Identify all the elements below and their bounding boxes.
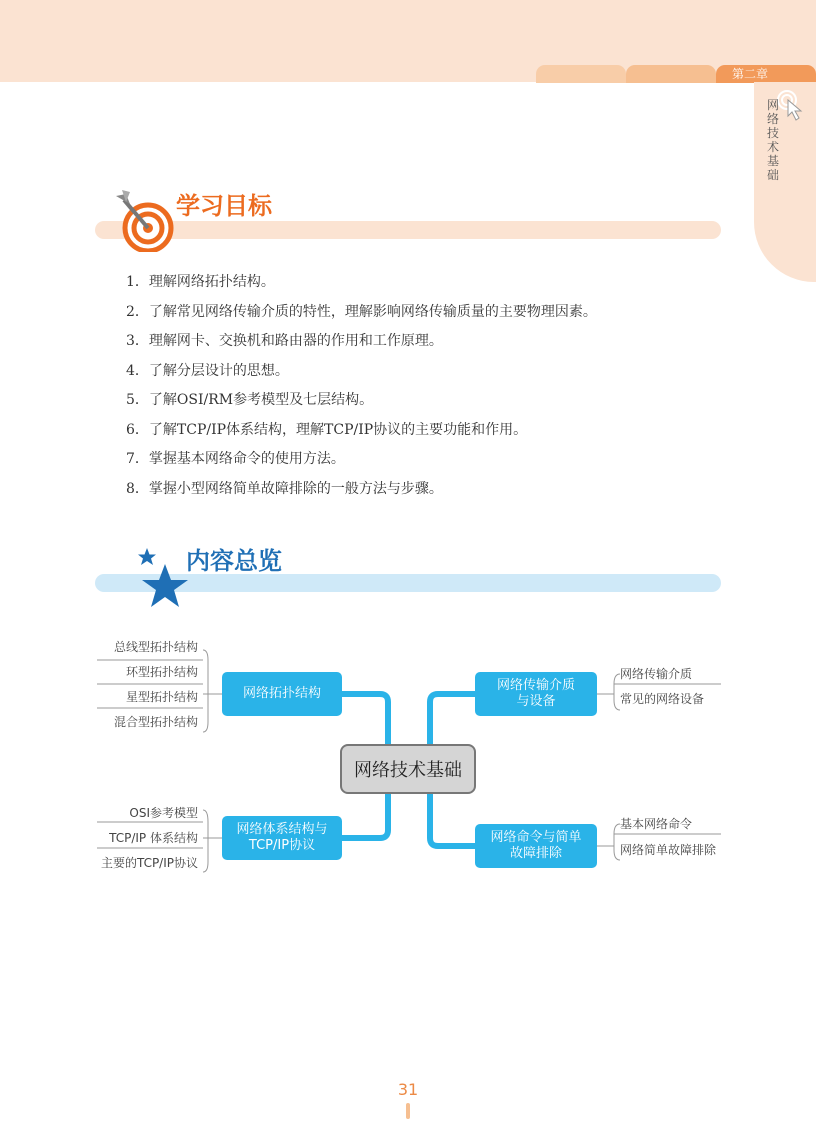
branch-media-devices [475, 672, 597, 716]
branch-label-line: TCP/IP协议 [248, 838, 316, 853]
leaf-item: 基本网络命令 [620, 817, 693, 831]
branch-label-line: 网络命令与简单 [490, 830, 582, 845]
branch-label-line: 与设备 [516, 694, 556, 709]
branch-label-line: 网络传输介质 [496, 678, 575, 693]
list-item: 2．了解常见网络传输介质的特性，理解影响网络传输质量的主要物理因素。 [126, 303, 597, 320]
mindmap-center-node: 网络技术基础 [340, 744, 476, 794]
page-number-decor [406, 1103, 410, 1119]
leaf-item: 网络传输介质 [620, 667, 693, 681]
leaf-item: 混合型拓扑结构 [113, 715, 198, 729]
list-item: 4．了解分层设计的思想。 [126, 362, 289, 379]
list-item: 1．理解网络拓扑结构。 [126, 274, 275, 290]
objectives-title: 学习目标 [176, 192, 272, 220]
leaf-item: 常见的网络设备 [620, 692, 705, 706]
leaf-item: 环型拓扑结构 [125, 665, 198, 679]
leaf-item: 主要的TCP/IP协议 [100, 856, 198, 870]
chapter-tab: 第二章 [716, 65, 816, 83]
branch-architecture [222, 816, 342, 860]
list-item: 7．掌握基本网络命令的使用方法。 [126, 451, 345, 467]
leaf-item: 网络简单故障排除 [620, 843, 717, 857]
leaf-item: TCP/IP 体系结构 [109, 831, 198, 845]
leaf-item: 星型拓扑结构 [125, 690, 198, 704]
branch-label-line: 网络体系结构与 [236, 822, 328, 837]
overview-title: 内容总览 [186, 547, 282, 575]
list-item: 8．掌握小型网络简单故障排除的一般方法与步骤。 [126, 480, 443, 497]
leaf-item: OSI参考模型 [129, 806, 198, 820]
branch-commands-troubleshooting [475, 824, 597, 868]
branch-label-line: 故障排除 [509, 846, 562, 861]
list-item: 5．了解OSI/RM参考模型及七层结构。 [126, 392, 374, 408]
side-chapter-title: 网络技术基础 [766, 98, 779, 182]
page-number: 31 [397, 1080, 419, 1099]
list-item: 6．了解TCP/IP体系结构，理解TCP/IP协议的主要功能和作用。 [126, 421, 528, 438]
leaf-item: 总线型拓扑结构 [113, 640, 198, 654]
branch-topology: 网络拓扑结构 [222, 672, 342, 716]
list-item: 3．理解网卡、交换机和路由器的作用和工作原理。 [126, 333, 443, 349]
